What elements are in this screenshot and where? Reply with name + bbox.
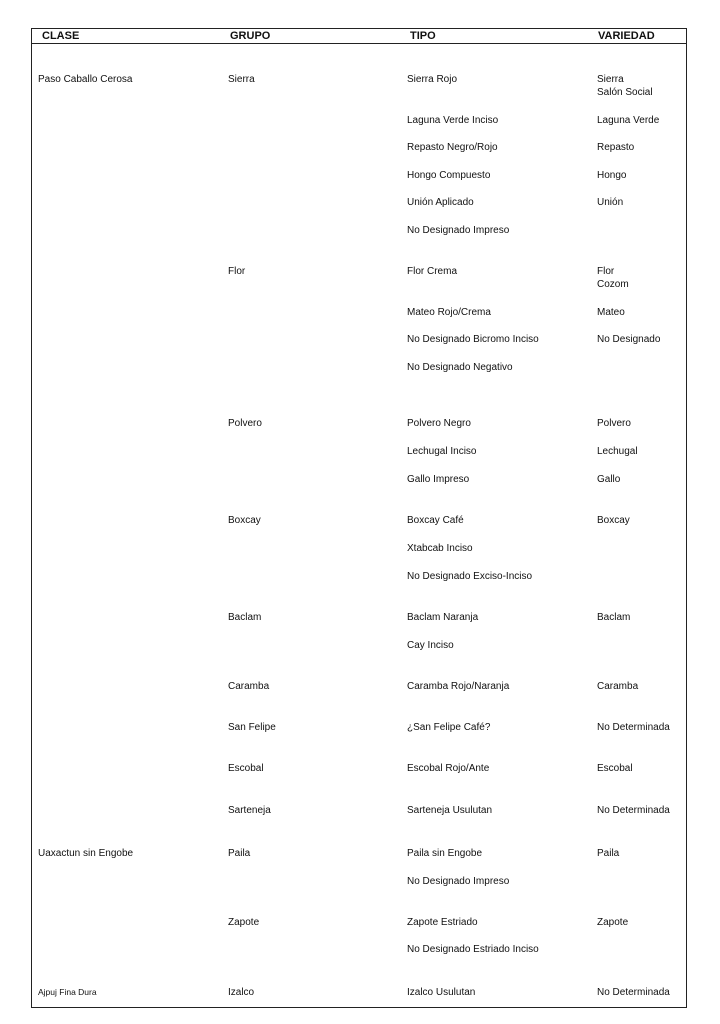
cell-tipo: Paila sin Engobe xyxy=(407,848,483,859)
cell-variedad: Escobal xyxy=(597,763,633,774)
cell-variedad: Hongo xyxy=(597,170,627,181)
header-variedad: VARIEDAD xyxy=(598,30,655,42)
cell-clase: Ajpuj Fina Dura xyxy=(38,987,97,997)
cell-tipo: Repasto Negro/Rojo xyxy=(407,142,498,153)
cell-tipo: Mateo Rojo/Crema xyxy=(407,307,491,318)
cell-grupo: Boxcay xyxy=(228,515,261,526)
cell-variedad: Flor Cozom xyxy=(597,266,629,290)
cell-variedad: Baclam xyxy=(597,612,631,623)
cell-grupo: Izalco xyxy=(228,987,255,998)
cell-grupo: San Felipe xyxy=(228,722,276,733)
cell-tipo: No Designado Estriado Inciso xyxy=(407,944,539,955)
cell-variedad: No Determinada xyxy=(597,722,670,733)
cell-variedad: Laguna Verde xyxy=(597,115,660,126)
cell-tipo: Zapote Estriado xyxy=(407,917,478,928)
cell-variedad: Lechugal xyxy=(597,446,638,457)
cell-tipo: Izalco Usulutan xyxy=(407,987,476,998)
cell-variedad: Unión xyxy=(597,197,624,208)
cell-tipo: No Designado Bicromo Inciso xyxy=(407,334,539,345)
cell-tipo: Boxcay Café xyxy=(407,515,464,526)
cell-tipo: Sierra Rojo xyxy=(407,74,458,85)
cell-tipo: Sarteneja Usulutan xyxy=(407,805,493,816)
cell-tipo: Lechugal Inciso xyxy=(407,446,477,457)
cell-variedad: Sierra Salón Social xyxy=(597,74,653,98)
cell-tipo: Caramba Rojo/Naranja xyxy=(407,681,510,692)
cell-variedad: Caramba xyxy=(597,681,639,692)
cell-clase: Uaxactun sin Engobe xyxy=(38,848,134,859)
cell-tipo: Hongo Compuesto xyxy=(407,170,491,181)
cell-variedad: Mateo xyxy=(597,307,625,318)
cell-tipo: Gallo Impreso xyxy=(407,474,470,485)
header-tipo: TIPO xyxy=(410,30,436,42)
cell-variedad: No Determinada xyxy=(597,805,670,816)
cell-tipo: Escobal Rojo/Ante xyxy=(407,763,490,774)
cell-tipo: Unión Aplicado xyxy=(407,197,474,208)
cell-variedad: Polvero xyxy=(597,418,631,429)
cell-tipo: No Designado Exciso-Inciso xyxy=(407,571,533,582)
cell-tipo: Xtabcab Inciso xyxy=(407,543,473,554)
cell-tipo: No Designado Impreso xyxy=(407,876,510,887)
cell-grupo: Sierra xyxy=(228,74,255,85)
header-grupo: GRUPO xyxy=(230,30,271,42)
header-divider xyxy=(31,43,687,44)
cell-tipo: No Designado Impreso xyxy=(407,225,510,236)
cell-tipo: No Designado Negativo xyxy=(407,362,513,373)
cell-grupo: Sarteneja xyxy=(228,805,271,816)
cell-tipo: Cay Inciso xyxy=(407,640,454,651)
cell-variedad: Paila xyxy=(597,848,620,859)
cell-grupo: Polvero xyxy=(228,418,262,429)
cell-tipo: Polvero Negro xyxy=(407,418,471,429)
cell-grupo: Zapote xyxy=(228,917,260,928)
cell-tipo: ¿San Felipe Café? xyxy=(407,722,491,733)
table-frame xyxy=(31,28,687,1008)
cell-tipo: Laguna Verde Inciso xyxy=(407,115,499,126)
cell-variedad: No Designado xyxy=(597,334,661,345)
cell-grupo: Caramba xyxy=(228,681,270,692)
cell-clase: Paso Caballo Cerosa xyxy=(38,74,133,85)
cell-grupo: Flor xyxy=(228,266,246,277)
cell-grupo: Paila xyxy=(228,848,251,859)
cell-tipo: Baclam Naranja xyxy=(407,612,479,623)
cell-variedad: Zapote xyxy=(597,917,629,928)
cell-variedad: Repasto xyxy=(597,142,635,153)
cell-variedad: Gallo xyxy=(597,474,621,485)
cell-variedad: Boxcay xyxy=(597,515,630,526)
cell-grupo: Baclam xyxy=(228,612,262,623)
header-clase: CLASE xyxy=(42,30,80,42)
cell-grupo: Escobal xyxy=(228,763,264,774)
cell-variedad: No Determinada xyxy=(597,987,670,998)
cell-tipo: Flor Crema xyxy=(407,266,458,277)
